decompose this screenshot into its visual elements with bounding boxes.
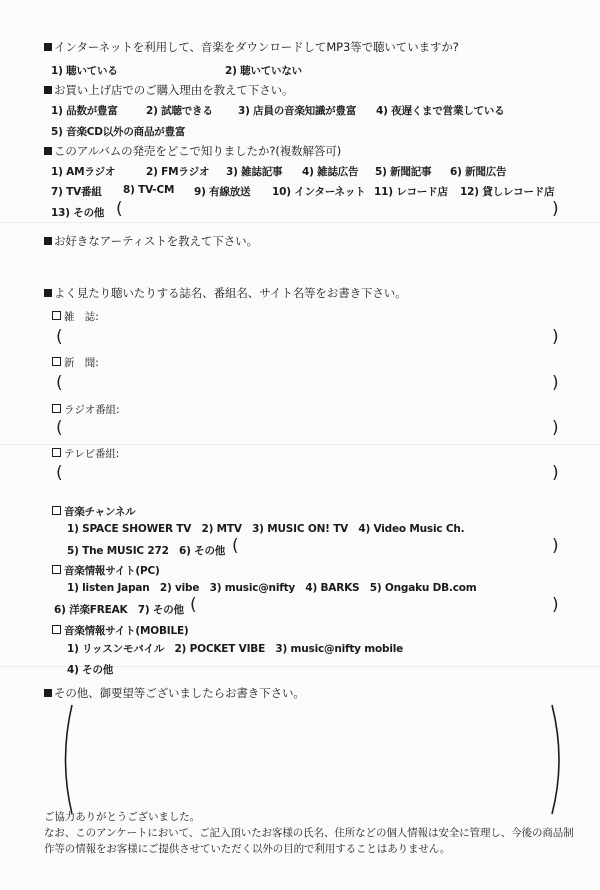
newspaper-item[interactable]: 新 聞: [52,355,99,370]
q3-option-10[interactable]: 10) インターネット [272,186,366,198]
close-paren: ) [552,199,559,219]
open-paren: ( [56,327,63,347]
q1-option-2[interactable]: 2) 聴いていない [225,65,302,77]
music-site-pc-options-1: 1) listen Japan 2) vibe 3) music@nifty 4) BARKS 5) Ongaku DB.com [67,582,477,594]
question-3: このアルバムの発売をどこで知りましたか?(複数解答可) [44,143,341,159]
radio-item[interactable]: ラジオ番組: [52,402,119,417]
privacy-note-line-1: なお、このアンケートにおいて、ご記入頂いたお客様の氏名、住所などの個人情報は安全に管理し、今後の商品制 [44,827,574,839]
open-paren: ( [56,418,63,438]
comment-answer-area[interactable] [76,705,546,813]
question-1: インターネットを利用して、音楽をダウンロードしてMP3等で聴いていますか? [44,39,459,55]
q3-option-13[interactable]: 13) その他 [51,207,105,219]
q2-option-1[interactable]: 1) 品数が豊富 [51,105,118,117]
q2-option-2[interactable]: 2) 試聴できる [146,105,213,117]
music-site-mobile-options-1: 1) リッスンモバイル 2) POCKET VIBE 3) music@nifty mobile [67,643,404,655]
music-site-pc-options-2: 6) 洋楽FREAK 7) その他 [54,604,184,616]
question-4: お好きなアーティストを教えて下さい。 [44,233,258,249]
q3-option-4[interactable]: 4) 雑誌広告 [302,166,359,178]
q2-option-3[interactable]: 3) 店員の音楽知識が豊富 [238,105,357,117]
close-paren: ) [552,536,559,556]
question-5: よく見たり聴いたりする誌名、番組名、サイト名等をお書き下さい。 [44,285,407,301]
q3-option-2[interactable]: 2) FMラジオ [146,166,210,178]
q3-option-1[interactable]: 1) AMラジオ [51,166,116,178]
open-paren: ( [56,463,63,483]
close-paren: ) [552,373,559,393]
close-paren: ) [552,595,559,615]
q3-option-11[interactable]: 11) レコード店 [374,186,448,198]
open-paren: ( [232,536,239,556]
music-site-pc-item[interactable]: 音楽情報サイト(PC) [52,563,160,578]
q3-option-3[interactable]: 3) 雑誌記事 [226,166,283,178]
q3-option-5[interactable]: 5) 新聞記事 [375,166,432,178]
music-channel-options-1: 1) SPACE SHOWER TV 2) MTV 3) MUSIC ON! TV 4) Video Music Ch. [67,523,465,535]
q3-option-6[interactable]: 6) 新聞広告 [450,166,507,178]
q3-option-7[interactable]: 7) TV番組 [51,186,102,198]
right-bracket [552,705,559,814]
tv-item[interactable]: テレビ番組: [52,446,119,461]
music-site-mobile-item[interactable]: 音楽情報サイト(MOBILE) [52,623,189,638]
q1-option-1[interactable]: 1) 聴いている [51,65,118,77]
privacy-note-line-2: 作等の情報をお客様にご提供させていただく以外の目的で利用することはありません。 [44,843,451,855]
music-channel-options-2: 5) The MUSIC 272 6) その他 [67,545,226,557]
q2-option-4[interactable]: 4) 夜遅くまで営業している [376,105,505,117]
open-paren: ( [190,595,197,615]
close-paren: ) [552,463,559,483]
q3-option-8[interactable]: 8) TV-CM [123,184,175,196]
open-paren: ( [116,199,123,219]
q3-option-12[interactable]: 12) 貸しレコード店 [460,186,555,198]
thanks-text: ご協力ありがとうございました。 [44,811,200,823]
q2-option-5[interactable]: 5) 音楽CD以外の商品が豊富 [51,126,186,138]
close-paren: ) [552,418,559,438]
close-paren: ) [552,327,559,347]
open-paren: ( [56,373,63,393]
music-site-mobile-options-2: 4) その他 [67,664,114,676]
q3-option-9[interactable]: 9) 有線放送 [194,186,251,198]
magazine-item[interactable]: 雑 誌: [52,309,99,324]
question-2: お買い上げ店でのご購入理由を教えて下さい。 [44,82,293,98]
left-bracket [66,705,73,814]
music-channel-item[interactable]: 音楽チャンネル [52,504,135,519]
question-6: その他、御要望等ございましたらお書き下さい。 [44,685,305,701]
